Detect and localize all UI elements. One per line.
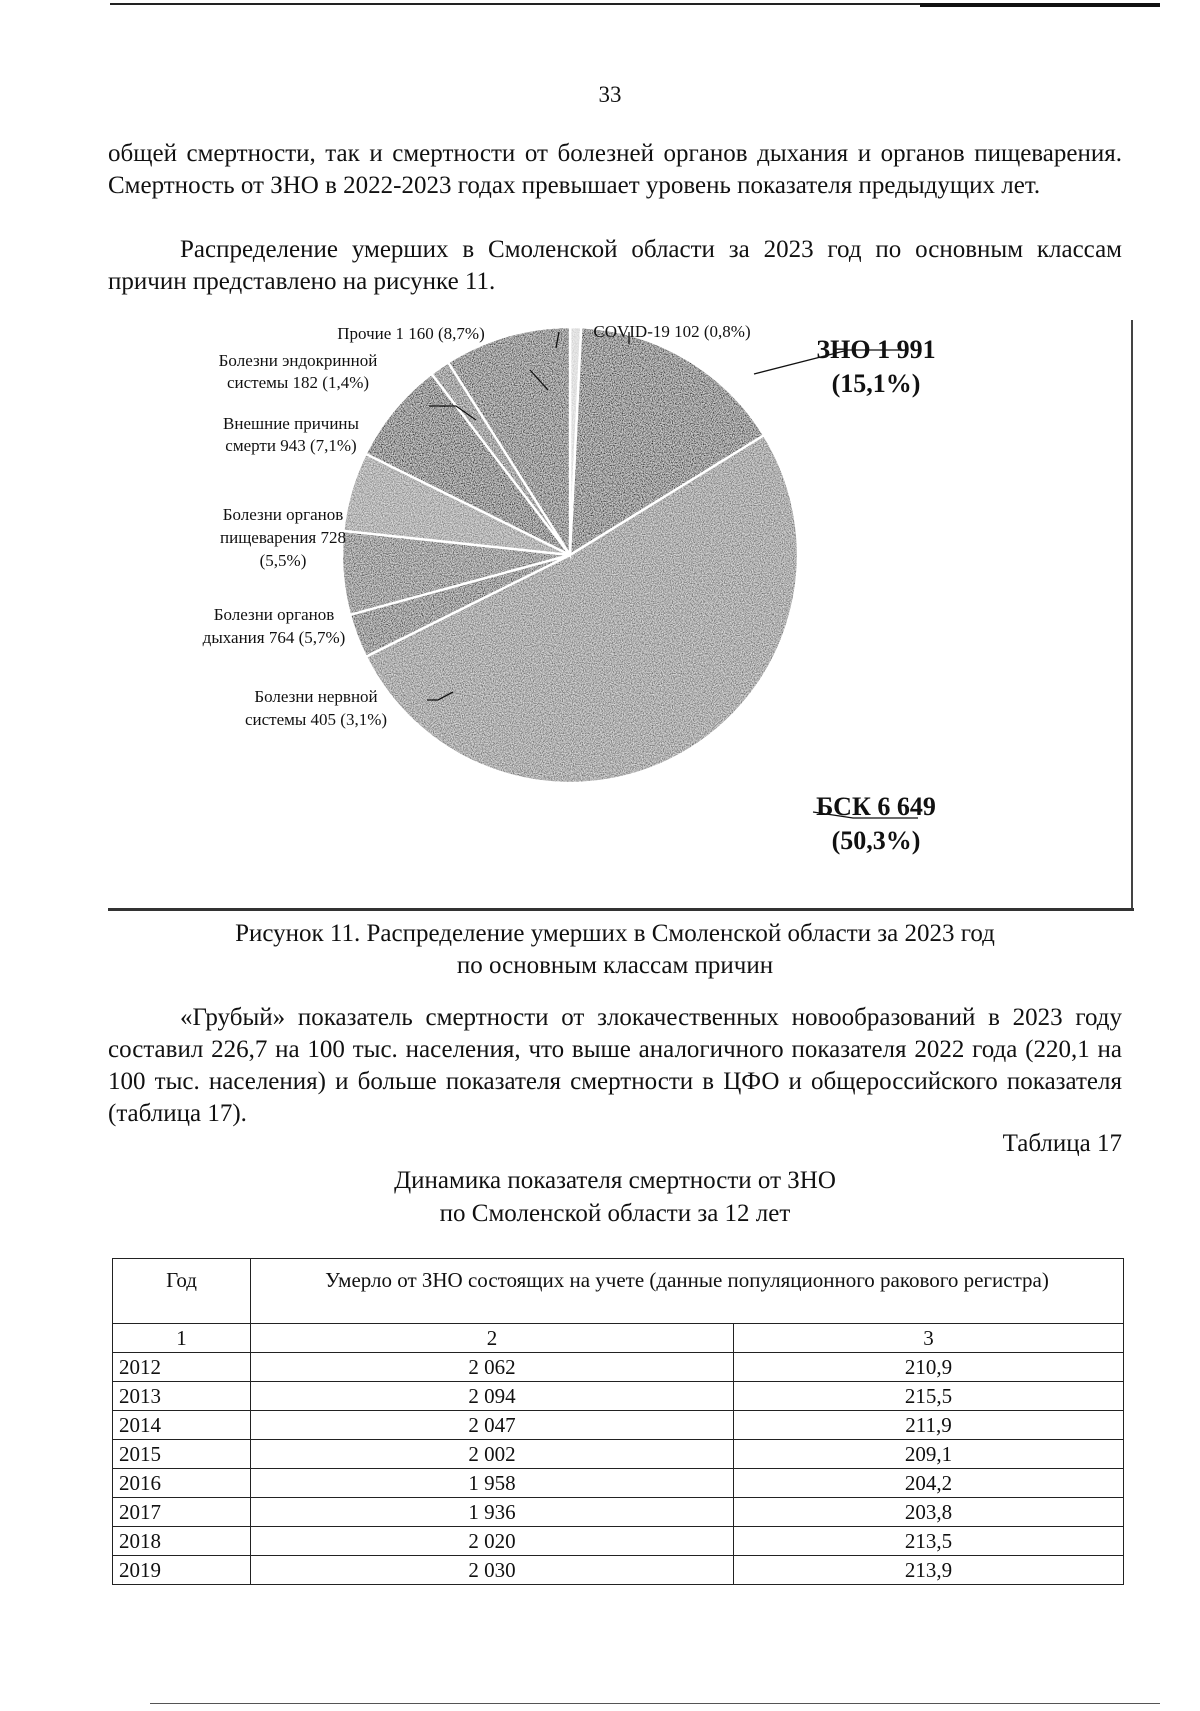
figure-11	[108, 320, 1132, 910]
cell-rate: 210,9	[734, 1353, 1124, 1382]
header-year: Год	[113, 1259, 251, 1324]
figure-frame-bottom	[108, 908, 1134, 911]
cell-rate: 211,9	[734, 1411, 1124, 1440]
label-respiratory-2: дыхания 764 (5,7%)	[202, 628, 346, 647]
paragraph-1: общей смертности, так и смертности от болезней органов дыхания и органов пищеварения. Смертность от ЗНО в 2022-2023 годах превышает уровень показателя предыдущих лет.	[108, 140, 1122, 199]
cell-count: 2 030	[251, 1556, 734, 1585]
table-row	[113, 1440, 1124, 1469]
table-title	[108, 1164, 1122, 1230]
label-bsk-1: БСК 6 649	[816, 792, 936, 821]
table-row	[113, 1469, 1124, 1498]
header-main: Умерло от ЗНО состоящих на учете (данные популяционного ракового регистра)	[251, 1259, 1124, 1324]
label-digestive-1: Болезни органов	[222, 505, 344, 524]
table-row	[113, 1353, 1124, 1382]
col-number-3: 3	[734, 1324, 1124, 1353]
col-number-2: 2	[251, 1324, 734, 1353]
table-row	[113, 1498, 1124, 1527]
cell-rate: 209,1	[734, 1440, 1124, 1469]
paragraph-2: Распределение умерших в Смоленской области за 2023 год по основным классам причин представлено на рисунке 11.	[108, 236, 1122, 295]
label-digestive-3: (5,5%)	[259, 551, 307, 570]
cell-count: 2 002	[251, 1440, 734, 1469]
cell-count: 2 020	[251, 1527, 734, 1556]
table-label: Таблица 17	[1002, 1130, 1122, 1157]
figure-frame-right	[1131, 320, 1133, 910]
mortality-table	[112, 1258, 1124, 1585]
cell-count: 1 936	[251, 1498, 734, 1527]
label-covid: COVID-19 102 (0,8%)	[593, 322, 751, 341]
label-respiratory-1: Болезни органов	[213, 605, 335, 624]
cell-count: 2 062	[251, 1353, 734, 1382]
cell-rate: 203,8	[734, 1498, 1124, 1527]
table-row	[113, 1411, 1124, 1440]
cell-count: 2 094	[251, 1382, 734, 1411]
paragraph-3: «Грубый» показатель смертности от злокачественных новообразований в 2023 году составил 226,7 на 100 тыс. населения, что выше аналогичного показателя 2022 года (220,1 на 100 тыс. населения) и больше показателя смертности в ЦФО и общероссийского показателя (таблица 17).	[108, 1004, 1122, 1127]
cell-year: 2014	[113, 1411, 251, 1440]
figure-caption-line-1: Рисунок 11. Распределение умерших в Смоленской области за 2023 год	[235, 920, 995, 947]
page-number: 33	[598, 82, 622, 107]
top-rule-thick	[920, 3, 1160, 7]
label-nervous-2: системы 405 (3,1%)	[244, 710, 388, 729]
cell-year: 2017	[113, 1498, 251, 1527]
cell-year: 2013	[113, 1382, 251, 1411]
label-nervous-1: Болезни нервной	[254, 687, 378, 706]
cell-year: 2012	[113, 1353, 251, 1382]
table-title-line-1: Динамика показателя смертности от ЗНО	[394, 1167, 836, 1194]
bottom-rule	[150, 1703, 1160, 1704]
label-digestive-2: пищеварения 728	[220, 528, 346, 547]
cell-rate: 213,9	[734, 1556, 1124, 1585]
figure-caption	[108, 918, 1122, 982]
label-endocrine-2: системы 182 (1,4%)	[226, 373, 370, 392]
label-external-1: Внешние причины	[223, 414, 359, 433]
cell-count: 2 047	[251, 1411, 734, 1440]
cell-rate: 215,5	[734, 1382, 1124, 1411]
table-row	[113, 1556, 1124, 1585]
cell-year: 2018	[113, 1527, 251, 1556]
table-row	[113, 1382, 1124, 1411]
table-row	[113, 1527, 1124, 1556]
cell-rate: 213,5	[734, 1527, 1124, 1556]
cell-year: 2019	[113, 1556, 251, 1585]
label-endocrine-1: Болезни эндокринной	[218, 351, 378, 370]
label-other: Прочие 1 160 (8,7%)	[337, 324, 485, 343]
label-zno-1: ЗНО 1 991	[816, 335, 936, 364]
label-zno-2: (15,1%)	[831, 369, 921, 398]
cell-count: 1 958	[251, 1469, 734, 1498]
label-bsk-2: (50,3%)	[831, 826, 921, 855]
cell-rate: 204,2	[734, 1469, 1124, 1498]
cell-year: 2015	[113, 1440, 251, 1469]
cell-year: 2016	[113, 1469, 251, 1498]
label-external-2: смерти 943 (7,1%)	[225, 436, 357, 455]
col-number-1: 1	[113, 1324, 251, 1353]
table-title-line-2: по Смоленской области за 12 лет	[439, 1200, 791, 1227]
pie-chart	[108, 320, 1132, 910]
figure-caption-line-2: по основным классам причин	[456, 952, 774, 979]
